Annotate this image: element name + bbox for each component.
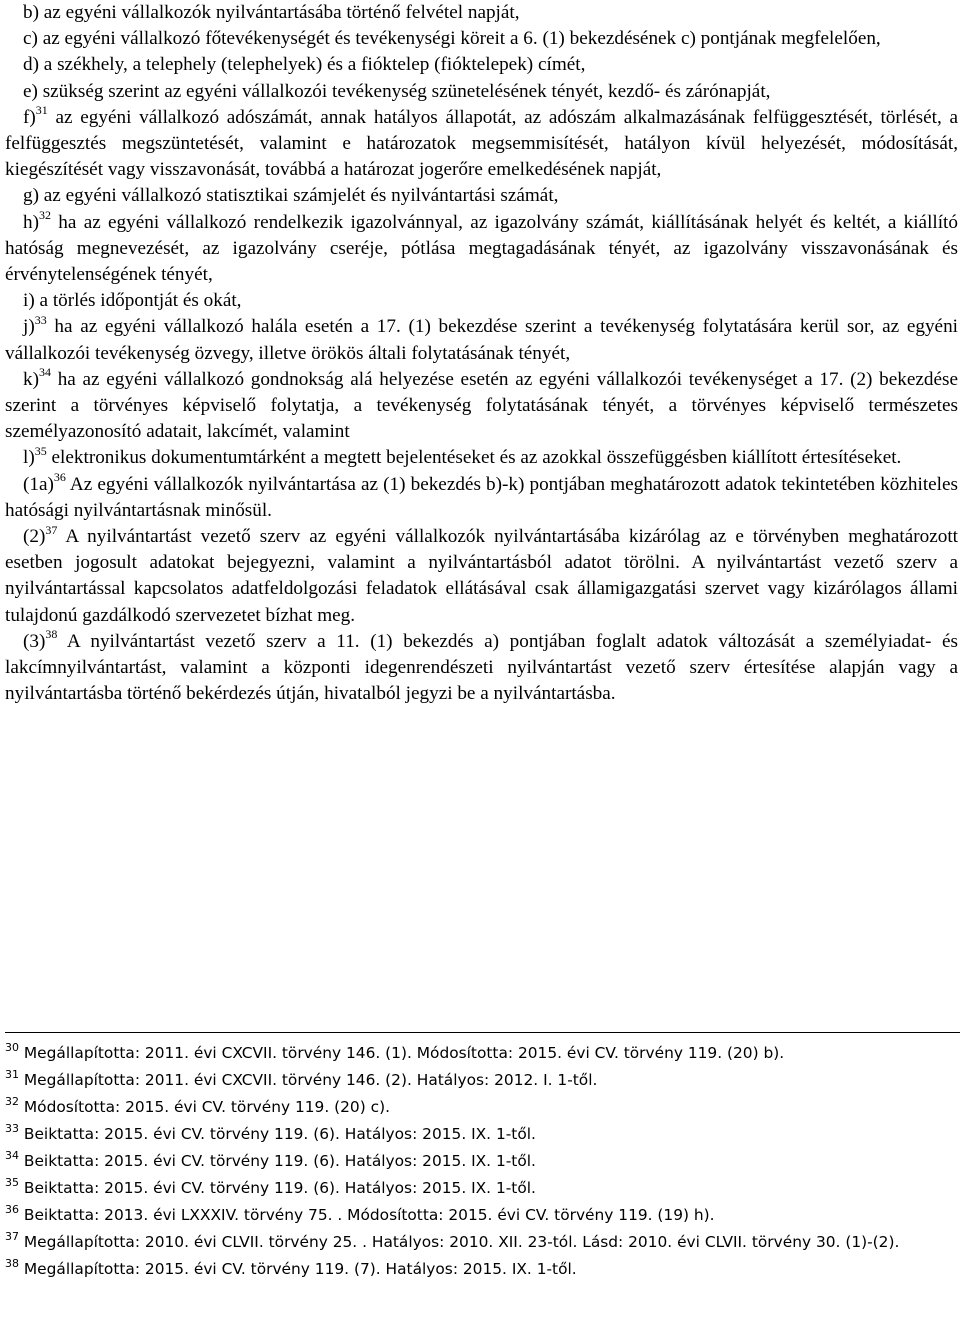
body-text — [5, 0, 958, 707]
footnote-text: Módosította: 2015. évi CV. törvény 119. (20) c). — [19, 1098, 390, 1116]
footnote-text: Megállapította: 2011. évi CXCVII. törvény 146. (2). Hatályos: 2012. I. 1-től. — [19, 1071, 598, 1089]
footnote-number: 30 — [5, 1040, 19, 1054]
paragraph-1a-text: Az egyéni vállalkozók nyilvántartása az (1) bekezdés b)-k) pontjában meghatározott adatok tekintetében közhiteles hatósági nyilvántartásnak minősül. — [5, 473, 958, 521]
item-f-label: f) — [23, 106, 36, 128]
footnote-ref-34: 34 — [38, 365, 51, 380]
item-h-text: ha az egyéni vállalkozó rendelkezik igazolvánnyal, az igazolvány számát, kiállításának helyét és keltét, a kiállító hatóság megnevezését, az igazolvány cseréje, pótlása megtagadásának tényét, az igazolvány visszavonásának és érvénytelenségének tényét, — [5, 211, 958, 286]
footnote-ref-36: 36 — [53, 470, 66, 485]
item-k-text: ha az egyéni vállalkozó gondnokság alá helyezése esetén az egyéni vállalkozói tevékenységet a 17. (2) bekezdése szerint a törvényes képviselő folytatja, a tevékenység folytatásának tényét, a törvényes képviselő természetes személyazonosító adatait, lakcímét, valamint — [5, 368, 958, 443]
item-l-label: l) — [23, 447, 35, 469]
footnote-number: 34 — [5, 1148, 19, 1162]
footnote — [5, 1121, 960, 1148]
item-j — [5, 314, 958, 366]
footnote-text: Megállapította: 2010. évi CLVII. törvény 25. . Hatályos: 2010. XII. 23-tól. Lásd: 2010. évi CLVII. törvény 30. (1)-(2). — [19, 1233, 900, 1251]
footnote — [5, 1067, 960, 1094]
item-d: d) a székhely, a telephely (telephelyek) és a fióktelep (fióktelepek) címét, — [23, 54, 586, 76]
paragraph-3 — [5, 629, 958, 708]
footnote-number: 31 — [5, 1067, 19, 1081]
footnote-ref-38: 38 — [45, 627, 58, 642]
footnote-ref-31: 31 — [35, 103, 48, 118]
paragraph-3-text: A nyilvántartást vezető szerv a 11. (1) bekezdés a) pontjában foglalt adatok változását a személyiadat- és lakcímnyilvántartást, valamint a központi idegenrendészeti nyilvántartást vezető szerv értesítése alapján vagy a nyilvántartásba történő bekérdezés útján, hivatalból jegyzi be a nyilvántartásba. — [5, 630, 958, 705]
item-k-label: k) — [23, 368, 39, 390]
footnote-text: Beiktatta: 2015. évi CV. törvény 119. (6). Hatályos: 2015. IX. 1-től. — [19, 1125, 536, 1143]
item-h — [5, 210, 958, 289]
footnote-number: 32 — [5, 1094, 19, 1108]
footnote-ref-37: 37 — [45, 522, 58, 537]
paragraph-2-text: A nyilvántartást vezető szerv az egyéni vállalkozók nyilvántartásába kizárólag az e törvényben meghatározott esetben jogosult adatokat bejegyezni, valamint a nyilvántartásból adatot törölni. A nyilvántartást vezető szerv a nyilvántartással kapcsolatos adatfeldolgozási feladatok ellátásával csak államigazgatási szervet vagy kizárólagos állami tulajdonú gazdálkodó szervezetet bízhat meg. — [5, 526, 958, 626]
item-b: b) az egyéni vállalkozók nyilvántartásába történő felvétel napját, — [23, 2, 520, 23]
footnote-number: 38 — [5, 1256, 19, 1270]
item-k — [5, 367, 958, 446]
item-l — [5, 445, 958, 471]
footnote — [5, 1094, 960, 1121]
footnote — [5, 1256, 960, 1283]
paragraph-1a — [5, 472, 958, 524]
item-g: g) az egyéni vállalkozó statisztikai számjelét és nyilvántartási számát, — [23, 185, 559, 207]
paragraph-2-label: (2) — [23, 526, 46, 548]
item-i: i) a törlés időpontját és okát, — [23, 290, 242, 312]
footnote-number: 35 — [5, 1175, 19, 1189]
footnote — [5, 1148, 960, 1175]
footnote-text: Megállapította: 2011. évi CXCVII. törvény 146. (1). Módosította: 2015. évi CV. törvény 119. (20) b). — [19, 1044, 785, 1062]
footnote — [5, 1202, 960, 1229]
footnote-ref-33: 33 — [34, 313, 47, 328]
item-l-text: elektronikus dokumentumtárként a megtett bejelentéseket és az azokkal összefüggésben kiállított értesítéseket. — [46, 447, 902, 469]
footnote-number: 37 — [5, 1229, 19, 1243]
footnote-number: 33 — [5, 1121, 19, 1135]
paragraph-2 — [5, 524, 958, 629]
item-j-text: ha az egyéni vállalkozó halála esetén a 17. (1) bekezdése szerint a tevékenység folytatására kerül sor, az egyéni vállalkozói tevékenység özvegy, illetve örökös általi folytatásának tényét, — [5, 316, 958, 364]
footnote — [5, 1229, 960, 1256]
item-e: e) szükség szerint az egyéni vállalkozói tevékenység szünetelésének tényét, kezdő- és zárónapját, — [23, 80, 771, 102]
item-c: c) az egyéni vállalkozó főtevékenységét és tevékenységi köreit a 6. (1) bekezdésének c) pontjának megfelelően, — [23, 28, 881, 50]
item-h-label: h) — [23, 211, 39, 233]
footnote-ref-35: 35 — [34, 444, 47, 459]
footnote-text: Megállapította: 2015. évi CV. törvény 119. (7). Hatályos: 2015. IX. 1-től. — [19, 1260, 577, 1278]
item-j-label: j) — [23, 316, 35, 338]
footnote-text: Beiktatta: 2015. évi CV. törvény 119. (6). Hatályos: 2015. IX. 1-től. — [19, 1179, 536, 1197]
item-f-text: az egyéni vállalkozó adószámát, annak hatályos állapotát, az adószám alkalmazásának felfüggesztését, törlését, a felfüggesztés megszüntetését, valamint e határozatok megsemmisítését, hatályon kívül helyezését, módosítását, kiegészítését vagy visszavonását, továbbá a határozat jogerőre emelkedésének napját, — [5, 106, 958, 181]
footnote-separator — [5, 1032, 960, 1033]
footnote-number: 36 — [5, 1202, 19, 1216]
footnote — [5, 1175, 960, 1202]
item-f — [5, 105, 958, 184]
paragraph-1a-label: (1a) — [23, 473, 54, 495]
footnotes — [5, 1040, 960, 1283]
footnote — [5, 1040, 960, 1067]
footnote-ref-32: 32 — [38, 208, 51, 223]
footnote-text: Beiktatta: 2013. évi LXXXIV. törvény 75. . Módosította: 2015. évi CV. törvény 119. (19) h). — [19, 1206, 715, 1224]
footnote-text: Beiktatta: 2015. évi CV. törvény 119. (6). Hatályos: 2015. IX. 1-től. — [19, 1152, 536, 1170]
paragraph-3-label: (3) — [23, 630, 46, 652]
